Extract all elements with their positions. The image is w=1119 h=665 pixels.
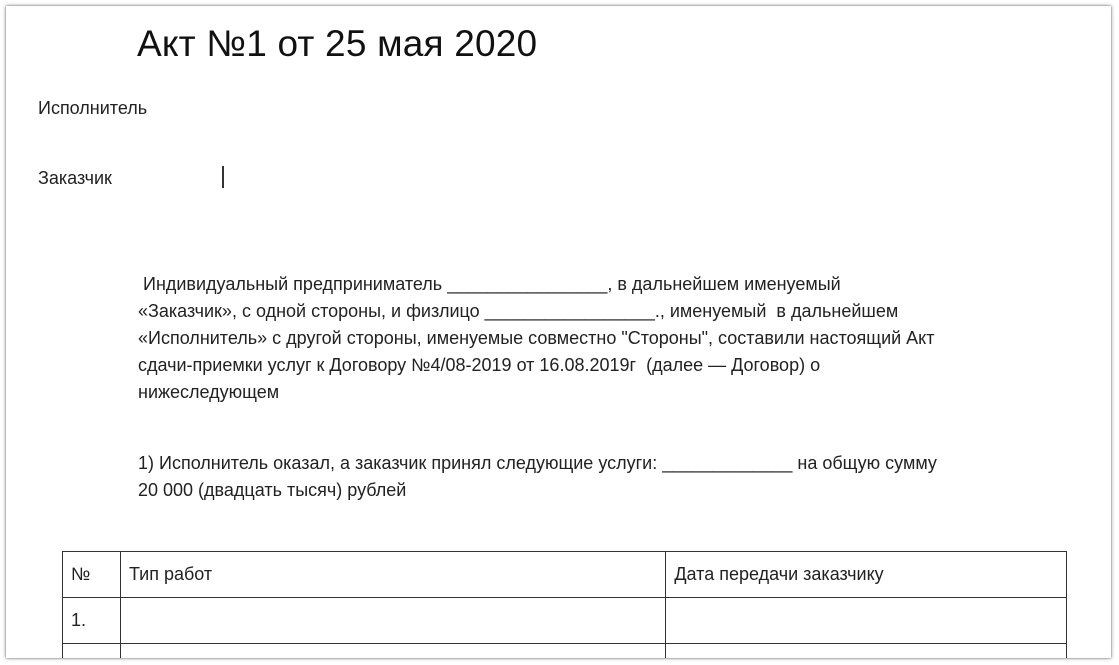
text-cursor: [222, 166, 224, 188]
table-cell[interactable]: 1.: [63, 598, 121, 644]
table-cell[interactable]: [120, 598, 665, 644]
services-paragraph[interactable]: [138, 450, 1038, 504]
table-header-row: [63, 552, 1067, 598]
intro-line: сдачи-приемки услуг к Договору №4/08-2019 от 16.08.2019г (далее — Договор) о: [138, 355, 821, 375]
intro-paragraph[interactable]: [138, 271, 1038, 406]
header-work-type: Тип работ: [120, 552, 665, 598]
services-line: 20 000 (двадцать тысяч) рублей: [138, 480, 407, 500]
customer-label: Заказчик: [38, 168, 112, 188]
header-number: №: [63, 552, 121, 598]
table-cell[interactable]: [120, 644, 665, 659]
intro-line: «Исполнитель» с другой стороны, именуемые совместно "Стороны", составили настоящий Акт: [138, 328, 935, 348]
table-row: [63, 644, 1067, 659]
intro-line: нижеследующем: [138, 382, 280, 402]
services-line: 1) Исполнитель оказал, а заказчик принял следующие услуги: _____________ на общую сумму: [138, 453, 937, 473]
executor-label: Исполнитель: [38, 98, 148, 118]
document-title: Акт №1 от 25 мая 2020: [137, 23, 538, 64]
intro-line: Индивидуальный предприниматель ________________, в дальнейшем именуемый: [138, 274, 841, 294]
table-cell[interactable]: [666, 598, 1067, 644]
document-page: [6, 6, 1111, 658]
table-cell[interactable]: [666, 644, 1067, 659]
table-cell[interactable]: [63, 644, 121, 659]
table-row: [63, 598, 1067, 644]
works-table: [62, 551, 1067, 658]
header-transfer-date: Дата передачи заказчику: [666, 552, 1067, 598]
intro-line: «Заказчик», с одной стороны, и физлицо _________________., именуемый в дальнейшем: [138, 301, 899, 321]
